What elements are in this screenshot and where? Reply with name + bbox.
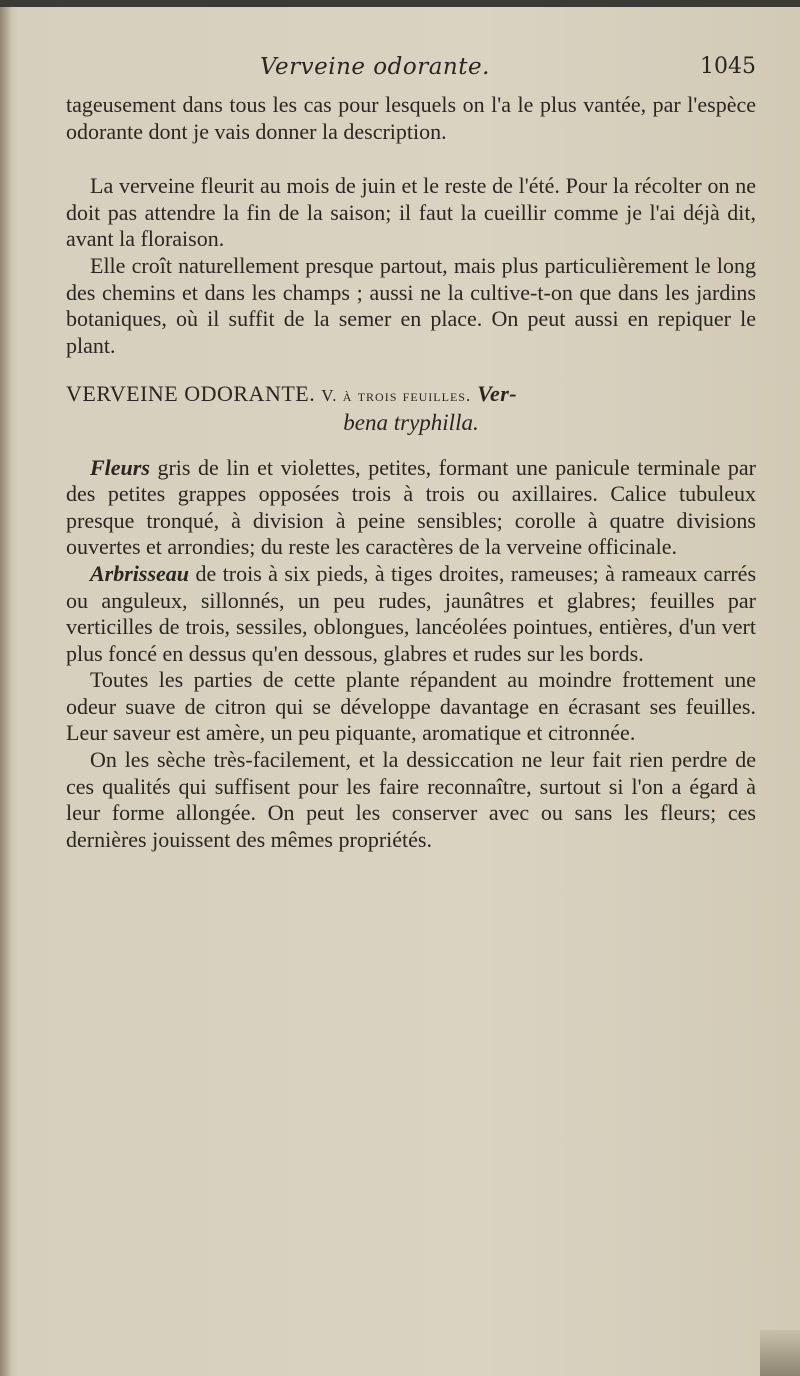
entry-latin-part2: bena tryphilla. [343,409,479,435]
scan-corner-shadow [760,1330,800,1376]
paragraph-arbrisseau [66,561,756,667]
paragraph-fleurs [66,455,756,561]
entry-latin-part1: Ver- [477,381,518,407]
paragraph-parties: Toutes les parties de cette plante répandent au moindre frottement une odeur suave de citron qui se développe davantage en écrasant ses feuilles. Leur saveur est amère, un peu piquante, aromatique et citronnée. [66,667,756,746]
entry-heading [66,381,756,410]
page-number: 1045 [700,54,756,79]
paragraph-habitat: Elle croît naturellement presque partout, mais plus particulièrement le long des chemins et dans les champs ; aussi ne la cultive-t-on que dans les jardins botaniques, où il suffit de la semer en place. On peut aussi en repiquer le plant. [66,252,756,358]
label-arbrisseau: Arbrisseau [90,560,190,586]
page-body [66,92,756,853]
entry-variety: V. à trois feuilles. [321,386,472,406]
page-gutter-edge [0,7,10,1376]
spacer [66,145,756,173]
page-header [66,54,756,84]
running-title: Verveine odorante. [260,54,490,80]
entry-name: VERVEINE ODORANTE. [66,381,316,407]
text-fleurs: gris de lin et violettes, petites, formant une panicule terminale par des petites grappes opposées trois à trois ou axillaires. Calice tubuleux presque tronqué, à division à peine sensibles; corolle à quatre divisions ouvertes et arrondies; du reste les caractères de la verveine officinale. [66,454,756,560]
spacer [66,437,756,455]
paragraph-sechage: On les sèche très-facilement, et la dessiccation ne leur fait rien perdre de ces qualités qui suffisent pour les faire reconnaître, surtout si l'on a égard à leur forme allongée. On peut les conserver avec ou sans les fleurs; ces dernières jouissent des mêmes propriétés. [66,747,756,852]
text-arbrisseau: de trois à six pieds, à tiges droites, rameuses; à rameaux carrés ou anguleux, sillonnés, un peu rudes, jaunâtres et glabres; feuilles par verticilles de trois, sessiles, oblongues, lancéolées pointues, entières, d'un vert plus foncé en dessus qu'en dessous, glabres et rudes sur les bords. [66,560,756,666]
spacer [66,359,756,381]
paragraph-flowering: La verveine fleurit au mois de juin et le reste de l'été. Pour la récolter on ne doit pas attendre la fin de la saison; il faut la cueillir comme je l'ai déjà dit, avant la floraison. [66,173,756,252]
label-fleurs: Fleurs [90,454,150,480]
paragraph-continuation: tageusement dans tous les cas pour lesquels on l'a le plus vantée, par l'espèce odorante dont je vais donner la description. [66,92,756,144]
scan-top-border [0,0,800,7]
